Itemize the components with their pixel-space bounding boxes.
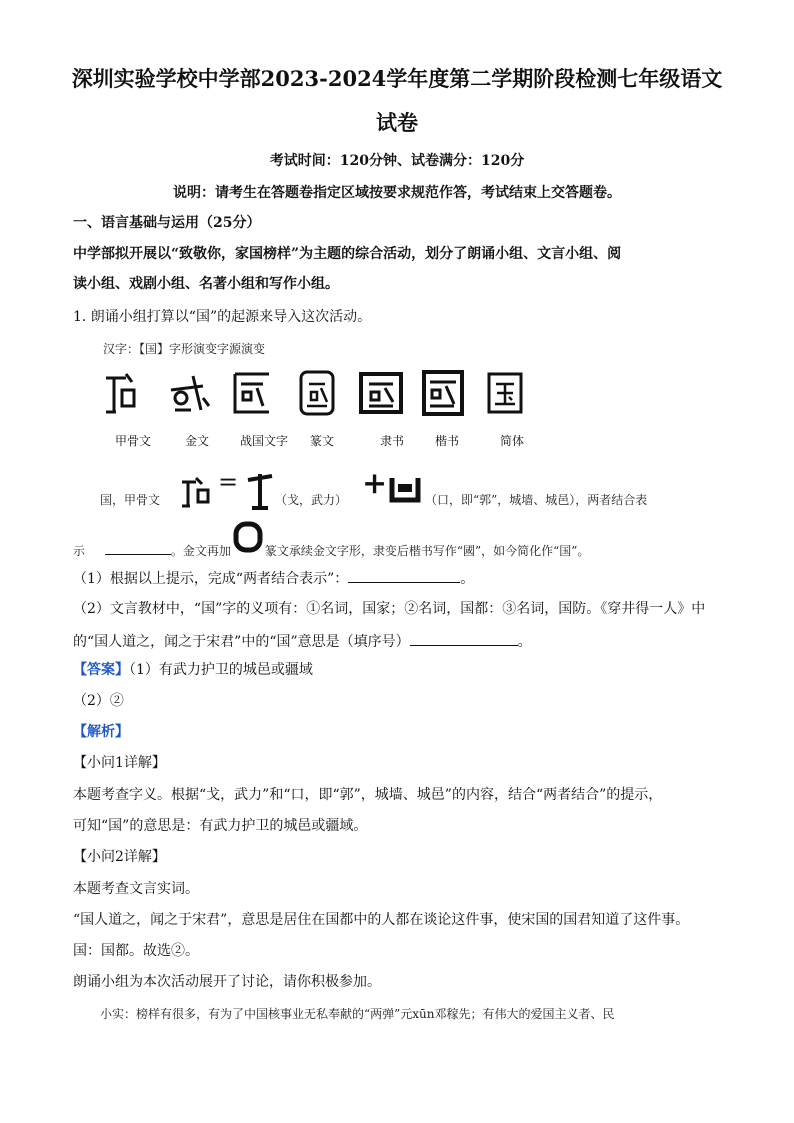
ge-note: （戈，武力）	[275, 493, 348, 507]
script-label-oracle: 甲骨文	[115, 434, 152, 448]
analysis-sub1-p2: 可知“国”的意思是：有武力护卫的城邑或疆域。	[73, 818, 368, 834]
analysis-sub1-p1: 本题考查字义。根据“戈，武力”和“口，即“郭”，城墙、城邑”的内容，结合“两者结合”的提示，	[73, 787, 663, 803]
answer-line1	[73, 660, 723, 680]
sub-question-1: （1）根据以上提示，完成“两者结合表示”： 。	[73, 568, 723, 589]
glyph-evolution-row	[95, 368, 535, 418]
answer-label: 【答案】	[73, 662, 129, 678]
section1-intro-line2: 读小组、戏剧小组、名著小组和写作小组。	[73, 276, 339, 292]
analysis-sub1-heading: 【小问1详解】	[73, 755, 166, 771]
script-label-seal: 篆文	[310, 434, 335, 448]
equals-sign: =	[218, 468, 239, 496]
exam-title-line1: 深圳实验学校中学部2023-2024学年度第二学期阶段检测七年级语文	[71, 66, 723, 91]
section1-heading: 一、语言基础与运用（25分）	[73, 215, 261, 231]
oracle-ge-image	[246, 470, 276, 512]
evolution-title: 汉字：【国】字形演变字源演变	[103, 342, 266, 356]
shi-suffix: 。金文再加	[170, 544, 231, 558]
shi-tail: 篆文承续金文字形，隶变后楷书写作“國”，如今简化作“国”。	[264, 544, 590, 558]
answer-1: （1）有武力护卫的城邑或疆域	[129, 662, 313, 678]
discussion-intro: 朗诵小组为本次活动展开了讨论，请你积极参加。	[73, 974, 381, 990]
oracle-kou-image	[388, 474, 422, 504]
answer-2: （2）②	[73, 693, 124, 709]
warring-states-glyph-image	[229, 368, 275, 418]
exam-title-line2: 试卷	[376, 110, 418, 135]
oracle-guo-image	[178, 470, 214, 510]
discussion-xiaoshi: 小实：榜样有很多，有为了中国核事业无私奉献的“两弹”元xūn邓稼先；有伟大的爱国主义者、民	[100, 1007, 615, 1021]
regular-glyph-image	[420, 368, 466, 418]
seal-glyph-image	[297, 368, 337, 418]
script-label-clerical: 隶书	[380, 434, 405, 448]
analysis-label: 【解析】	[73, 724, 129, 740]
sub-question-2-line1: （2）文言教材中，“国”字的义项有：①名词，国家；②名词，国都：③名词，国防。《穿井得一人》中	[73, 601, 706, 617]
analysis-sub2-p2: “国人道之，闻之于宋君”，意思是居住在国都中的人都在谈论这件事，使宋国的国君知道了这件事。	[73, 912, 690, 928]
shi-prefix: 示	[73, 544, 86, 558]
question1-stem: 1. 朗诵小组打算以“国”的起源来导入这次活动。	[73, 309, 372, 325]
bronze-glyph-image	[167, 368, 211, 418]
plus-sign: +	[362, 466, 388, 501]
sub1-answer-blank[interactable]	[348, 568, 460, 583]
clerical-glyph-image	[357, 368, 405, 418]
analysis-sub2-heading: 【小问2详解】	[73, 849, 166, 865]
sub2-answer-blank[interactable]	[410, 631, 518, 646]
combined-meaning-blank-inline[interactable]	[105, 540, 171, 555]
exam-instructions: 说明：请考生在答题卷指定区域按要求规范作答，考试结束上交答题卷。	[173, 185, 621, 201]
script-label-regular: 楷书	[435, 434, 460, 448]
script-label-bronze: 金文	[185, 434, 210, 448]
kou-note: （口，即“郭”，城墙、城邑），两者结合表	[425, 493, 648, 507]
exam-info: 考试时间：120分钟、试卷满分：120分	[269, 153, 525, 169]
simplified-glyph-image	[485, 368, 525, 418]
analysis-sub2-p3: 国：国都。故选②。	[73, 943, 199, 959]
oracle-glyph-image	[100, 368, 140, 418]
enclosure-o-image	[232, 520, 264, 554]
shi-line	[73, 540, 723, 561]
sub-question-2-line2: 的“国人道之，闻之于宋君”中的“国”意思是（填序号） 。	[73, 631, 723, 652]
section1-intro-line1: 中学部拟开展以“致敬你，家国榜样”为主题的综合活动，划分了朗诵小组、文言小组、阅	[73, 246, 622, 262]
oracle-prefix: 国，甲骨文	[100, 493, 161, 507]
analysis-sub2-p1: 本题考查文言实词。	[73, 881, 199, 897]
script-label-simplified: 简体	[500, 434, 525, 448]
script-label-warring-states: 战国文字	[240, 434, 289, 448]
